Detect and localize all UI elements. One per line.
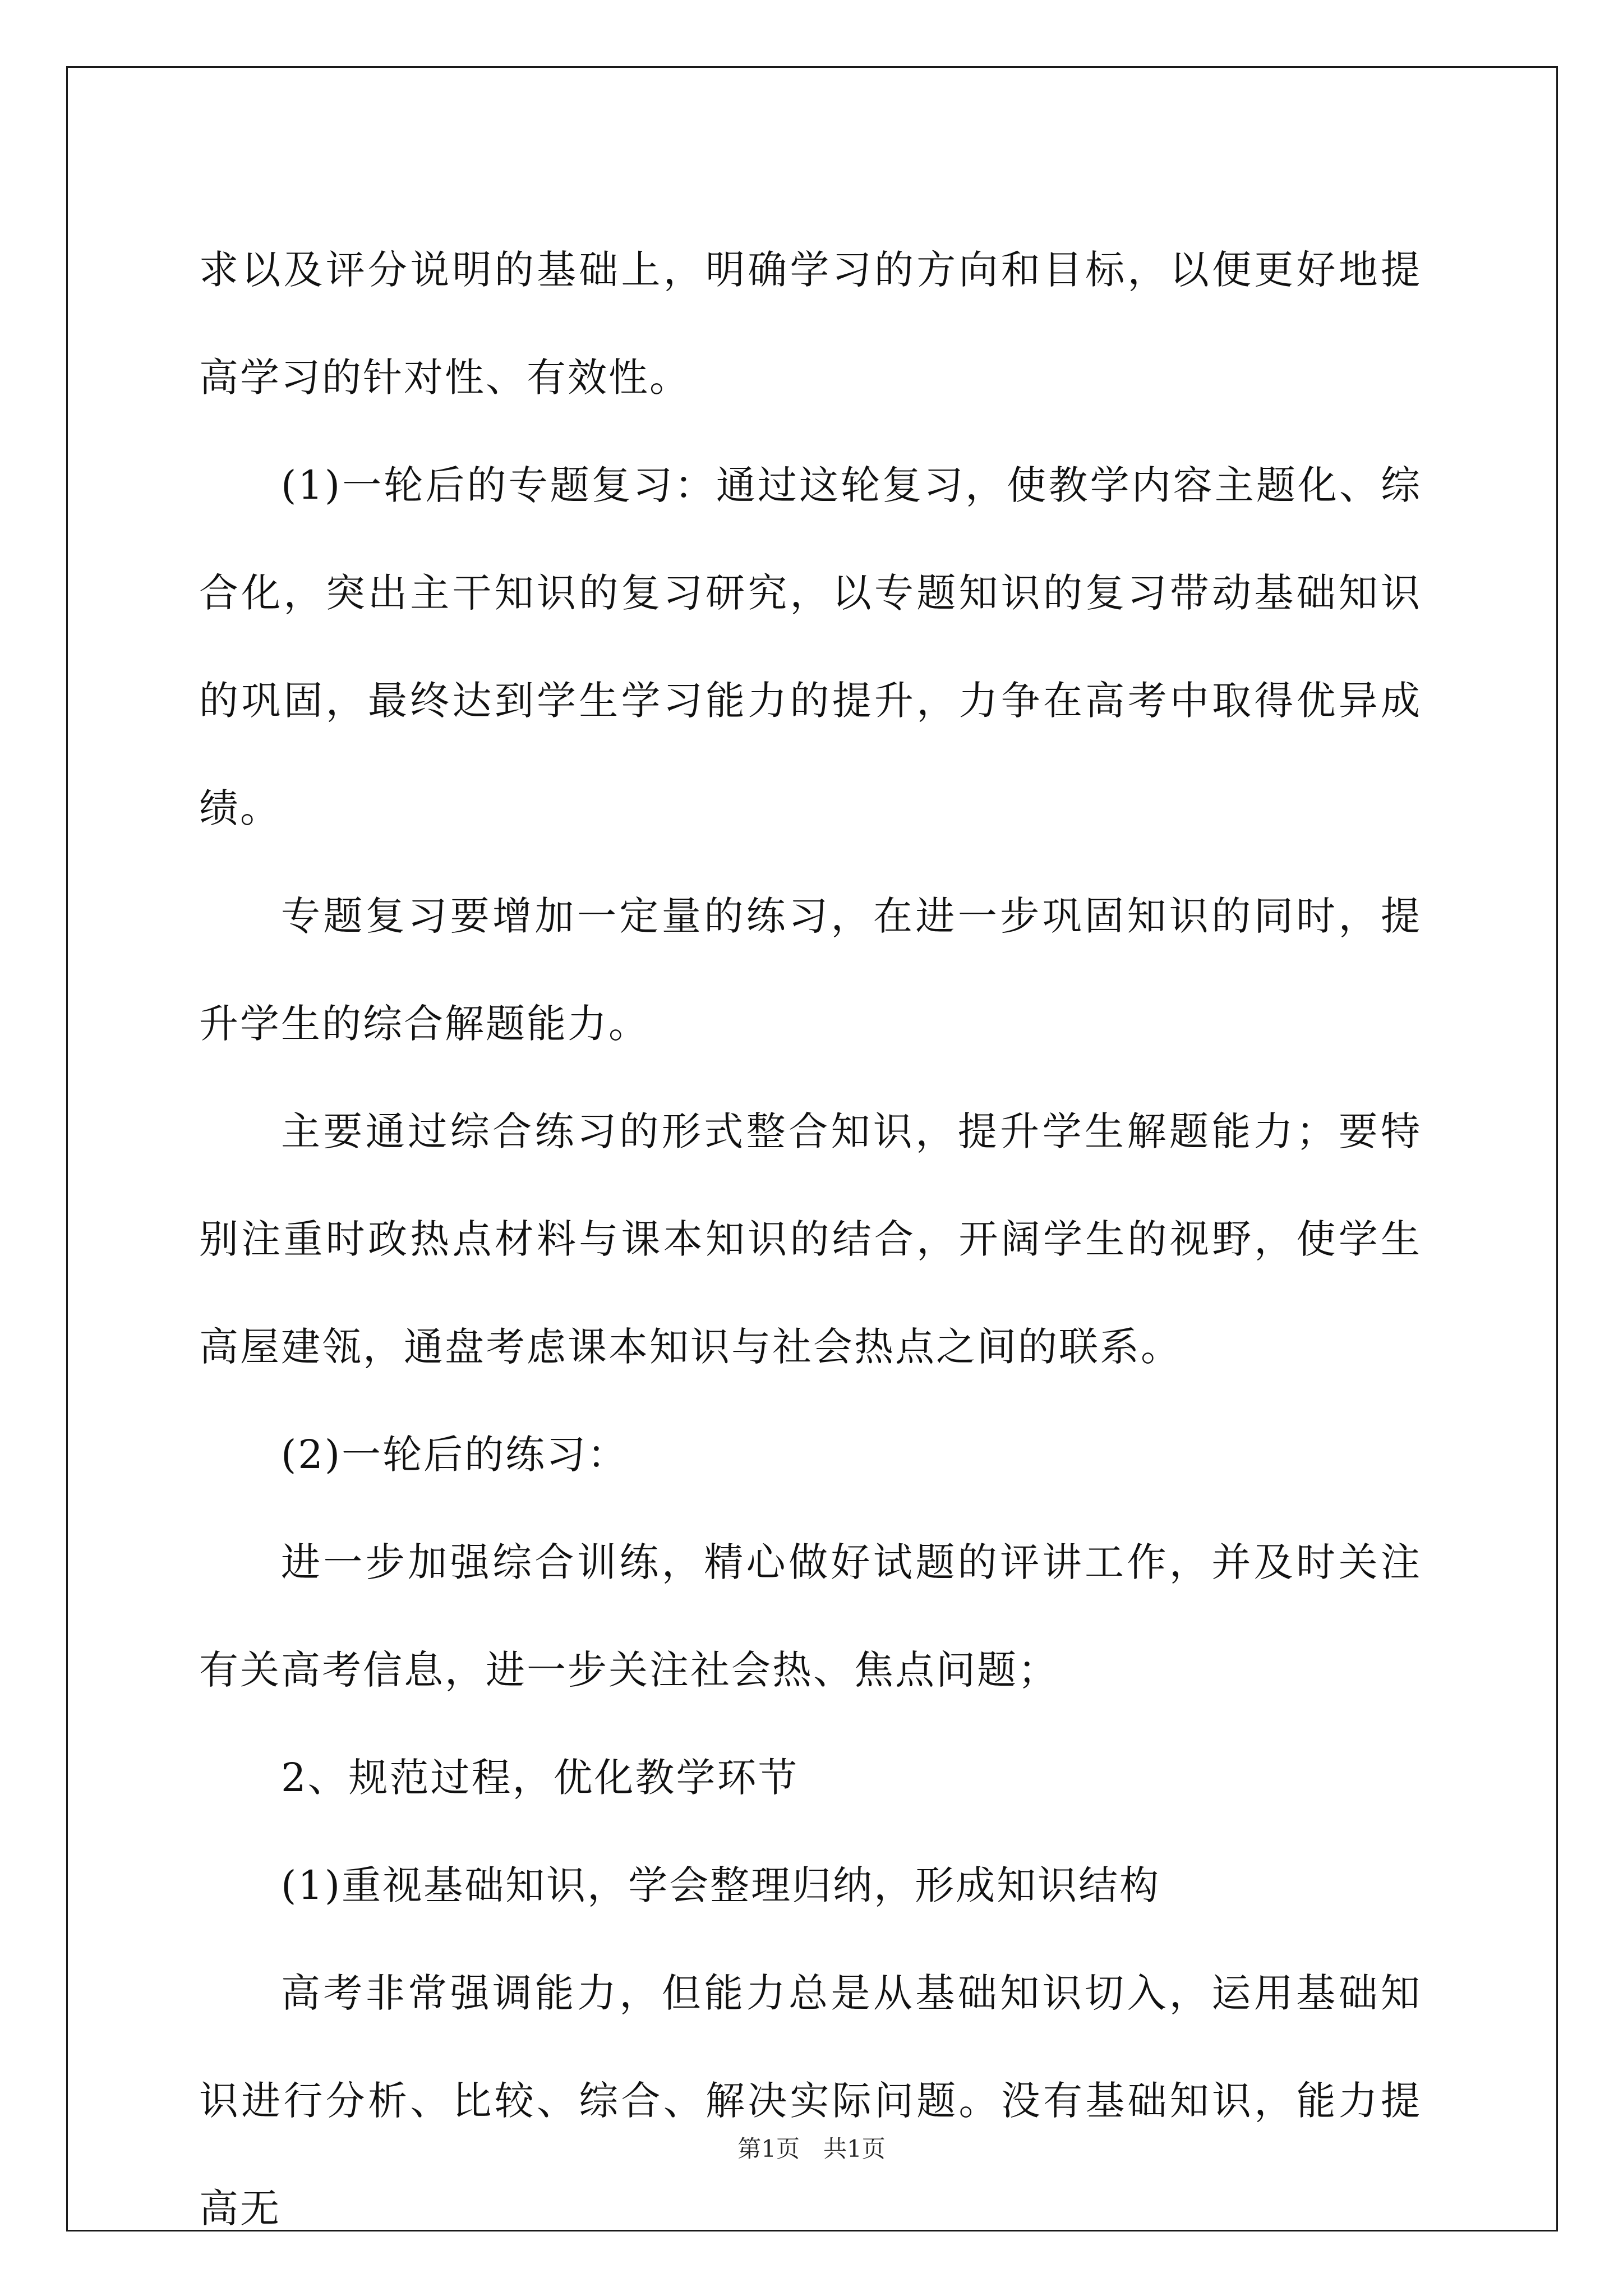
paragraph-3: 专题复习要增加一定量的练习，在进一步巩固知识的同时，提升学生的综合解题能力。	[199, 893, 1422, 1047]
page-number-footer: 第1页 共1页	[737, 2135, 886, 2162]
paragraph-4: 主要通过综合练习的形式整合知识，提升学生解题能力；要特别注重时政热点材料与课本知识的结合，开阔学生的视野，使学生高屋建瓴，通盘考虑课本知识与社会热点之间的联系。	[199, 1108, 1422, 1370]
paragraph-9: 高考非常强调能力，但能力总是从基础知识切入，运用基础知识进行分析、比较、综合、解决实际问题。没有基础知识，能力提高无	[199, 1970, 1422, 2231]
paragraph-5: (2)一轮后的练习：	[281, 1432, 629, 1478]
paragraph-8: (1)重视基础知识，学会整理归纳，形成知识结构	[281, 1862, 1161, 1908]
paragraph-6: 进一步加强综合训练，精心做好试题的评讲工作，并及时关注有关高考信息，进一步关注社会热、焦点问题；	[199, 1539, 1422, 1693]
document-body	[199, 216, 1422, 2262]
paragraph-7: 2、规范过程，优化教学环节	[281, 1755, 799, 1801]
paragraph-2: (1)一轮后的专题复习：通过这轮复习，使教学内容主题化、综合化，突出主干知识的复习研究，以专题知识的复习带动基础知识的巩固，最终达到学生学习能力的提升，力争在高考中取得优异成绩。	[199, 462, 1422, 831]
paragraph-1: 求以及评分说明的基础上，明确学习的方向和目标，以便更好地提高学习的针对性、有效性。	[199, 247, 1422, 401]
